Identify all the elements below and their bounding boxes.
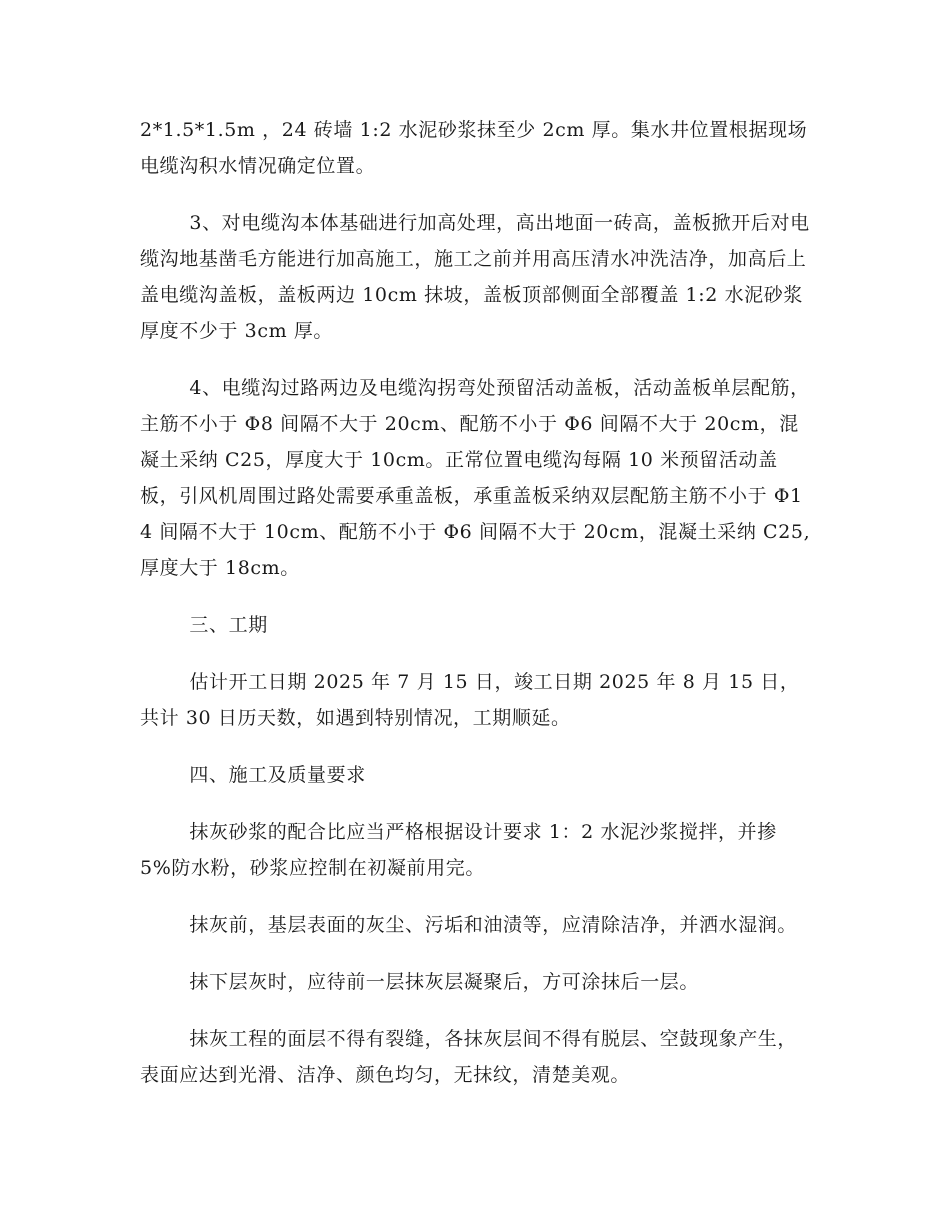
paragraph-foundation-pit: 2*1.5*1.5m ，24 砖墙 1:2 水泥砂浆抹至少 2cm 厚。集水井位置根据现场电缆沟积水情况确定位置。 [140, 119, 808, 177]
section-heading-quality: 四、施工及质量要求 [189, 764, 366, 786]
paragraph-item-4-cover-plates: 4、电缆沟过路两边及电缆沟拐弯处预留活动盖板，活动盖板单层配筋，主筋不小于 Φ8 间隔不大于 20cm、配筋不小于 Φ6 间隔不大于 20cm，混凝土采纳 C25，厚度大于 10cm。正常位置电缆沟每隔 10 米预留活动盖板，引风机周围过路处需要承重盖板，承重盖板采纳双层配筋主筋不小于 Φ14 间隔不大于 10cm、配筋不小于 Φ6 间隔不大于 20cm，混凝土采纳 C25,厚度大于 18cm。 [140, 377, 811, 579]
paragraph-item-3-raising: 3、对电缆沟本体基础进行加高处理，高出地面一砖高，盖板掀开后对电缆沟地基凿毛方能进行加高施工，施工之前并用高压清水冲洗洁净，加高后上盖电缆沟盖板，盖板两边 10cm 抹坡，盖板顶部侧面全部覆盖 1:2 水泥砂浆厚度不少于 3cm 厚。 [140, 212, 810, 342]
paragraph-mortar-mix: 抹灰砂浆的配合比应当严格根据设计要求 1：2 水泥沙浆搅拌，并掺 5%防水粉，砂浆应控制在初凝前用完。 [140, 821, 777, 879]
section-heading-schedule: 三、工期 [189, 614, 268, 636]
paragraph-finish-quality: 抹灰工程的面层不得有裂缝，各抹灰层间不得有脱层、空鼓现象产生，表面应达到光滑、洁净、颜色均匀，无抹纹，清楚美观。 [140, 1028, 797, 1086]
paragraph-layering: 抹下层灰时，应待前一层抹灰层凝聚后，方可涂抹后一层。 [189, 971, 699, 993]
document-body [140, 112, 812, 1114]
paragraph-schedule: 估计开工日期 2025 年 7 月 15 日，竣工日期 2025 年 8 月 15 日，共计 30 日历天数，如遇到特别情况，工期顺延。 [140, 671, 800, 729]
paragraph-surface-prep: 抹灰前，基层表面的灰尘、污垢和油渍等，应清除洁净，并洒水湿润。 [189, 914, 797, 936]
